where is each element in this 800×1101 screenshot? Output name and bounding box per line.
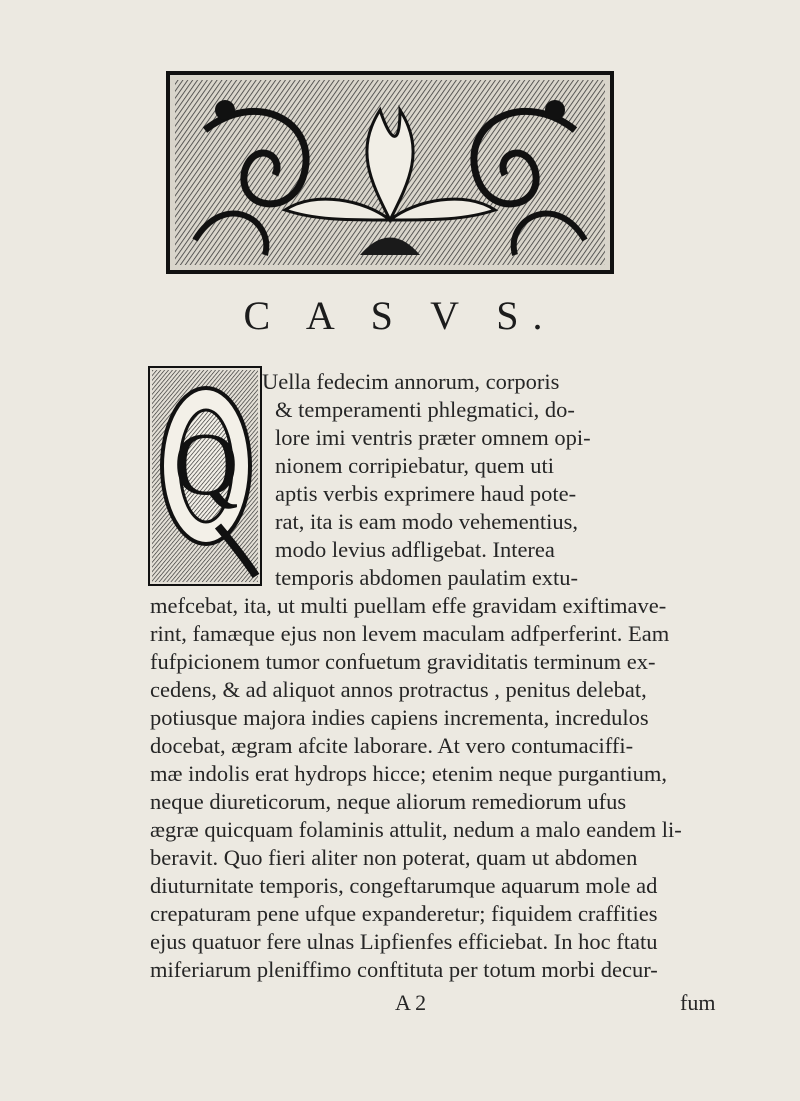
signature-mark: A 2 (395, 990, 427, 1015)
headpiece-ornament (165, 70, 615, 275)
text-line: docebat, ægram afcite laborare. At vero contumaciffi- (150, 733, 634, 758)
text-line: fufpicionem tumor confuetum graviditatis terminum ex- (150, 649, 656, 674)
text-line: ægræ quicquam folaminis attulit, nedum a malo eandem li- (150, 817, 682, 842)
text-line: miferiarum pleniffimo conftituta per totum morbi decur- (150, 957, 658, 982)
text-line: crepaturam pene ufque expanderetur; fiquidem craffities (150, 901, 658, 926)
text-line: neque diureticorum, neque aliorum remediorum ufus (150, 789, 627, 814)
text-line: mefcebat, ita, ut multi puellam effe gravidam exiftimave- (150, 593, 667, 618)
initial-letter: Q (173, 415, 239, 514)
decorated-initial (148, 366, 262, 586)
text-line: rint, famæque ejus non levem maculam adfperferint. Eam (150, 621, 670, 646)
text-line: mæ indolis erat hydrops hicce; etenim neque purgantium, (150, 761, 667, 786)
text-line: aptis verbis exprimere haud pote- (275, 481, 577, 506)
text-line: cedens, & ad aliquot annos protractus , penitus delebat, (150, 677, 647, 702)
text-line: Uella fedecim annorum, corporis (262, 369, 560, 394)
text-line: & temperamenti phlegmatici, do- (275, 397, 575, 422)
text-line: modo levius adfligebat. Interea (275, 537, 555, 562)
text-line: nionem corripiebatur, quem uti (275, 453, 555, 478)
text-line: diuturnitate temporis, congeftarumque aquarum mole ad (150, 873, 658, 898)
text-line: ejus quatuor fere ulnas Lipfienfes efficiebat. In hoc ftatu (150, 929, 658, 954)
page-title: C A S V S. (243, 293, 557, 338)
catchword: fum (680, 990, 716, 1015)
text-line: potiusque majora indies capiens incrementa, incredulos (150, 705, 649, 730)
text-line: temporis abdomen paulatim extu- (275, 565, 579, 590)
text-line: rat, ita is eam modo vehementius, (275, 509, 579, 534)
text-line: beravit. Quo fieri aliter non poterat, quam ut abdomen (150, 845, 638, 870)
text-line: lore imi ventris præter omnem opi- (275, 425, 591, 450)
